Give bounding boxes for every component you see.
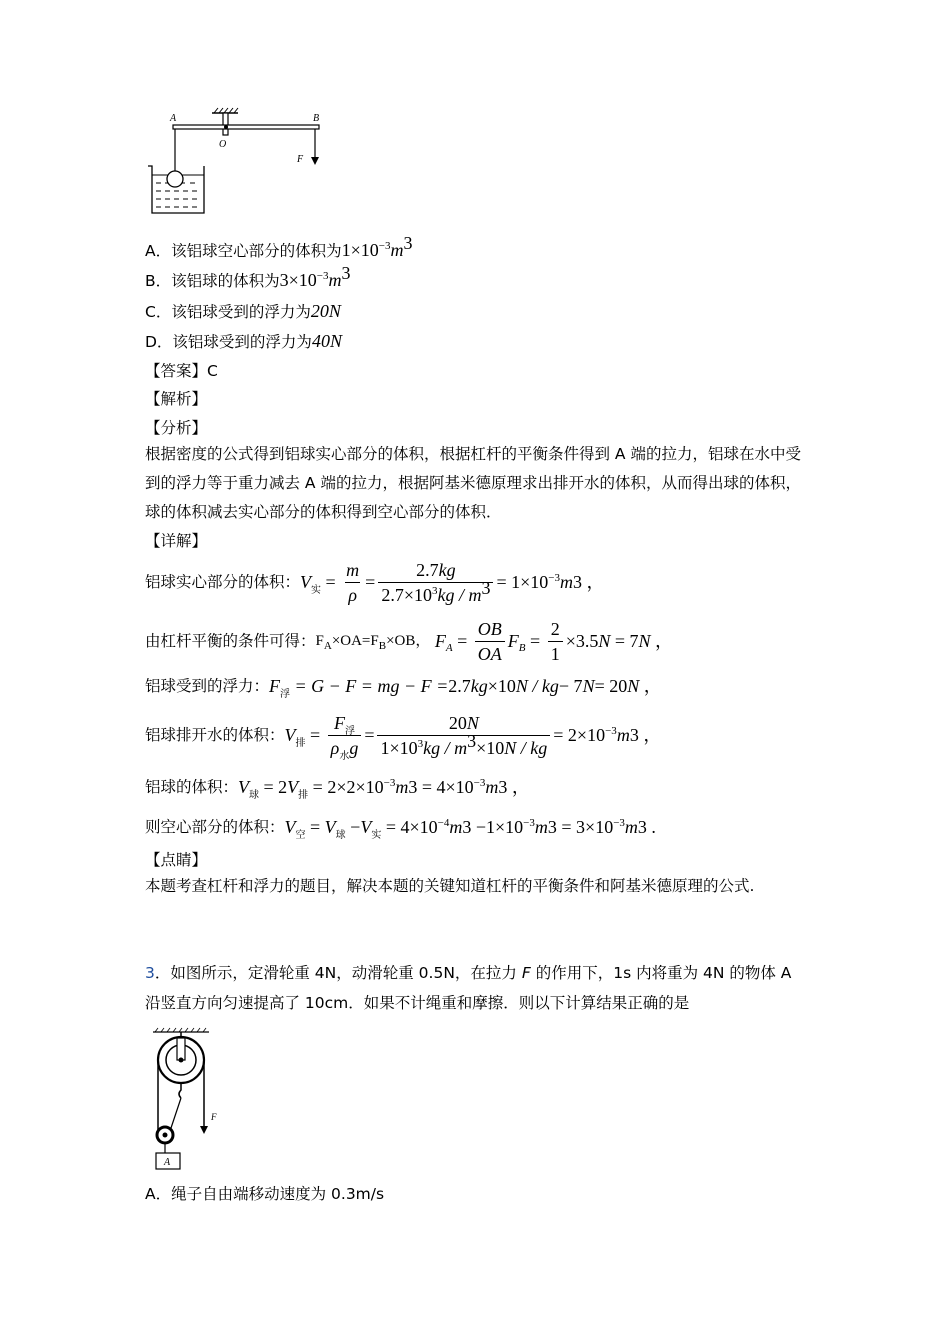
detail-line-5-label: 铝球的体积： — [145, 778, 239, 796]
option-b-text: B．该铝球的体积为 — [145, 272, 280, 290]
option-b: B．该铝球的体积为$3\times 10^{-3}m^3$ — [145, 263, 351, 290]
option-d-text: D．该铝球受到的浮力为 — [145, 333, 312, 351]
detail-line-1-label: 铝球实心部分的体积： — [145, 573, 301, 591]
lever-figure — [140, 105, 340, 220]
label-f: F — [297, 154, 304, 165]
pulley-figure — [145, 1020, 225, 1175]
pulley-label-a: A — [164, 1157, 171, 1168]
option-a: A．该铝球空心部分的体积为$1\times 10^{-3}m^3$ — [145, 233, 413, 260]
option-a-text: A．该铝球空心部分的体积为 — [145, 242, 342, 260]
fenxi-label: 【分析】 — [145, 419, 208, 437]
dianjing-label: 【点睛】 — [145, 851, 208, 869]
q3-option-a: A．绳子自由端移动速度为 0.3m/s — [145, 1185, 385, 1203]
question-text-1: ．如图所示，定滑轮重 4N，动滑轮重 0.5N，在拉力 — [154, 964, 522, 982]
detail-line-2-label: 由杠杆平衡的条件可得： — [145, 632, 316, 650]
detail-line-4: 铝球排开水的体积： $V_排$ = $\frac{F_浮}{\rho_水g}$ = $\frac{20N}{1\times 10^3kg / m^3\times 10N / kg}$ = $2\times 10^{-3}$ m 3 ， — [145, 712, 662, 762]
label-b: B — [313, 113, 320, 124]
detail-line-3: 铝球受到的浮力： $F_浮$ = G − F = mg − F = 2.7 kg ×10 N / kg − 7 N = 20 N ， — [145, 676, 662, 700]
detail-line-2: 由杠杆平衡的条件可得： $F_A\times OA=F_B\times OB$， $F_A$ = $\frac{OB}{OA}$ $F_B$ = $\frac{2}{1}$ ×3.5 N = 7 N ， — [145, 618, 674, 664]
question-force-symbol: F — [521, 964, 531, 982]
jiexi-label: 【解析】 — [145, 390, 208, 408]
option-c-text: C．该铝球受到的浮力为 — [145, 303, 311, 321]
question-3 — [145, 958, 805, 1018]
detail-label: 【详解】 — [145, 532, 208, 550]
label-o: O — [219, 139, 227, 150]
question-number: 3 — [145, 964, 155, 982]
option-c — [145, 301, 341, 322]
detail-line-1: 铝球实心部分的体积： $V_实$ = $\frac{m}{\rho}$ = $\frac{2.7kg}{2.7\times 10^3kg / m^3}$ = $1\times 10^{-3}$ m 3 ， — [145, 559, 605, 605]
question-text-2: 的作用下，1s 内将重为 4N 的物体 A 沿竖直方向匀速提高了 10cm．如果不计绳重和摩擦．则以下计算结果正确的是 — [145, 964, 792, 1012]
label-a: A — [170, 113, 177, 124]
dianjing-paragraph: 本题考查杠杆和浮力的题目，解决本题的关键知道杠杆的平衡条件和阿基米德原理的公式. — [145, 877, 755, 895]
detail-line-6-label: 则空心部分的体积： — [145, 818, 285, 836]
answer-label: 【答案】C — [145, 362, 218, 380]
option-c-value: 20N — [310, 301, 341, 321]
detail-line-5: 铝球的体积： $V_球$ = 2 $V_排$ = $2\times 2\times 10^{-3}$ m 3 = $4\times 10^{-3}$ m 3 ， — [145, 777, 530, 801]
detail-line-4-label: 铝球排开水的体积： — [145, 726, 285, 744]
option-d-value: 40N — [311, 331, 342, 351]
option-d — [145, 331, 342, 352]
pulley-label-f: F — [211, 1112, 217, 1122]
analysis-paragraph: 根据密度的公式得到铝球实心部分的体积，根据杠杆的平衡条件得到 A 端的拉力，铝球在水中受到的浮力等于重力减去 A 端的拉力，根据阿基米德原理求出排开水的体积，从而得出球的体积，球的体积减去实心部分的体积得到空心部分的体积． — [145, 445, 801, 521]
detail-line-6: 则空心部分的体积： $V_空$ = $V_球$ − $V_实$ = $4\times 10^{-4}$ m 3 $-1\times 10^{-3}$ m 3 = $3\times 10^{-3}$ m 3 . — [145, 817, 656, 841]
detail-line-3-label: 铝球受到的浮力： — [145, 677, 270, 695]
